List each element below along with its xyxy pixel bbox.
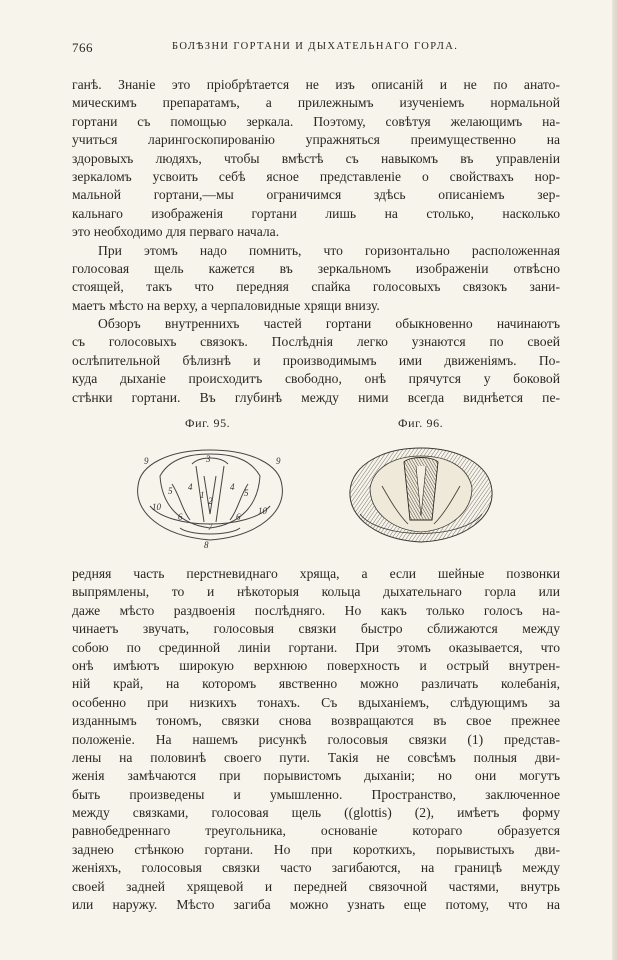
figure-96 xyxy=(346,436,496,546)
fig95-caption: Фиг. 95. xyxy=(185,416,231,430)
text-line: между связками, голосовая щель ((glottis) (2), имѣетъ форму xyxy=(72,805,560,821)
fig95-label: 9 xyxy=(276,456,281,466)
text-line: съ голосовыхъ связокъ. Послѣднія легко узнаются по своей xyxy=(72,334,560,350)
fig95-label: 4 xyxy=(230,482,235,492)
text-line: маетъ мѣсто на верху, а черпаловидные хрящи внизу. xyxy=(72,297,380,313)
page-edge xyxy=(612,0,618,960)
text-line: ній край, на которомъ явственно можно различать колебанія, xyxy=(72,676,560,692)
text-line: особенно при низкихъ тонахъ. Съ вдыханіемъ, слѣдующимъ за xyxy=(72,694,560,710)
text-line: учиться ларингоскопированію упражняться преимущественно на xyxy=(72,132,560,148)
text-line: чинаетъ звучать, голосовыя связки быстро сближаются между xyxy=(72,621,560,637)
text-line: изданнымъ тономъ, связки снова возвращаются въ свое прежнее xyxy=(72,713,560,729)
page-header xyxy=(72,40,562,60)
text-line: ганѣ. Знаніе это пріобрѣтается не изъ описаній и не по анато- xyxy=(72,77,560,92)
text-line: своей задней хрящевой и передней связочной частями, внутрь xyxy=(72,878,560,894)
text-line: куда дыханіе происходитъ свободно, онѣ прячутся у боковой xyxy=(72,371,560,387)
text-line: онѣ имѣютъ широкую верхнюю поверхность и острый внутрен- xyxy=(72,657,560,673)
figure-95 xyxy=(130,436,290,551)
text-line: мическимъ препаратамъ, а прилежнымъ изученіемъ нормальной xyxy=(72,95,560,111)
fig95-label: 5 xyxy=(168,486,173,496)
fig95-label: 4 xyxy=(188,482,193,492)
text-line: кальнаго изображенія гортани лишь на столько, насколько xyxy=(72,205,560,221)
text-line: быть произведены и умышленно. Пространство, заключенное xyxy=(72,786,560,802)
fig95-label: 5 xyxy=(244,488,249,498)
fig95-label: 6 xyxy=(178,512,183,522)
text-line: положеніе. На нашемъ рисункѣ голосовыя связки (1) представ- xyxy=(72,731,560,747)
text-line: здоровыхъ людяхъ, чтобы вмѣстѣ съ навыкомъ въ управленіи xyxy=(72,150,560,166)
fig95-label: 3 xyxy=(206,454,211,464)
fig95-label: 1 xyxy=(200,490,205,500)
text-line: мальной гортани,—мы ограничимся здѣсь описаніемъ зер- xyxy=(72,187,560,203)
fig95-label: 10 xyxy=(152,502,161,512)
text-line: голосовая щель кажется въ зеркальномъ изображеніи отвѣсно xyxy=(72,260,560,276)
larynx-engraving xyxy=(346,436,496,546)
text-line: равнобедреннаго треугольника, основаніе котораго образуется xyxy=(72,823,560,839)
text-line: стѣнки гортани. Въ глубинѣ между ними всегда виднѣется пе- xyxy=(72,389,560,405)
text-line: женія замѣчаются при порывистомъ дыханіи; но они могутъ xyxy=(72,768,560,784)
page-number: 766 xyxy=(72,40,93,55)
text-line: ослѣпительной бѣлизнѣ и производимымъ ими движеніямъ. По- xyxy=(72,352,560,368)
text-line: стоящей, такъ что передняя спайка голосовыхъ связокъ зани- xyxy=(72,279,560,295)
text-line: Обзоръ внутреннихъ частей гортани обыкновенно начинаютъ xyxy=(98,316,560,332)
text-line: лены на половинѣ своего пути. Такія не совсѣмъ полныя дви- xyxy=(72,749,560,765)
text-line: собою по срединной линіи гортани. При этомъ оказывается, что xyxy=(72,639,560,655)
fig96-caption: Фиг. 96. xyxy=(398,416,444,430)
fig95-label: 6 xyxy=(236,512,241,522)
text-line: редняя часть перстневиднаго хряща, а если шейные позвонки xyxy=(72,566,560,581)
text-line: даже мѣсто раздвоенія послѣдняго. Но какъ только голосъ на- xyxy=(72,602,560,618)
fig95-label: 10 xyxy=(258,506,267,516)
text-line: зеркаломъ усвоить себѣ ясное представленіе о свойствахъ нор- xyxy=(72,168,560,184)
text-line: При этомъ надо помнить, что горизонтально расположенная xyxy=(98,242,560,258)
running-title: БОЛѢЗНИ ГОРТАНИ И ДЫХАТЕЛЬНАГО ГОРЛА. xyxy=(172,41,459,52)
text-line: женіяхъ, голосовыя связки часто загибаются, на границѣ между xyxy=(72,860,560,876)
fig95-label: 2 xyxy=(208,496,213,506)
text-block-bottom xyxy=(72,565,560,914)
text-line: заднею стѣнкою гортани. Но при короткихъ, порывистыхъ дви- xyxy=(72,841,560,857)
text-line: или наружу. Мѣсто загиба можно узнать еще потому, что на xyxy=(72,897,560,913)
text-line: это необходимо для перваго начала. xyxy=(72,224,280,240)
larynx-diagram-outline xyxy=(130,436,290,551)
fig95-label: 8 xyxy=(204,540,209,550)
fig95-label: 9 xyxy=(144,456,149,466)
text-block-top xyxy=(72,76,560,407)
text-line: гортани съ помощью зеркала. Поэтому, совѣтуя желающимъ на- xyxy=(72,113,560,129)
text-line: выпрямлены, то и нѣкоторыя кольца дыхательнаго горла или xyxy=(72,584,560,600)
fig95-label: 7 xyxy=(208,522,213,532)
